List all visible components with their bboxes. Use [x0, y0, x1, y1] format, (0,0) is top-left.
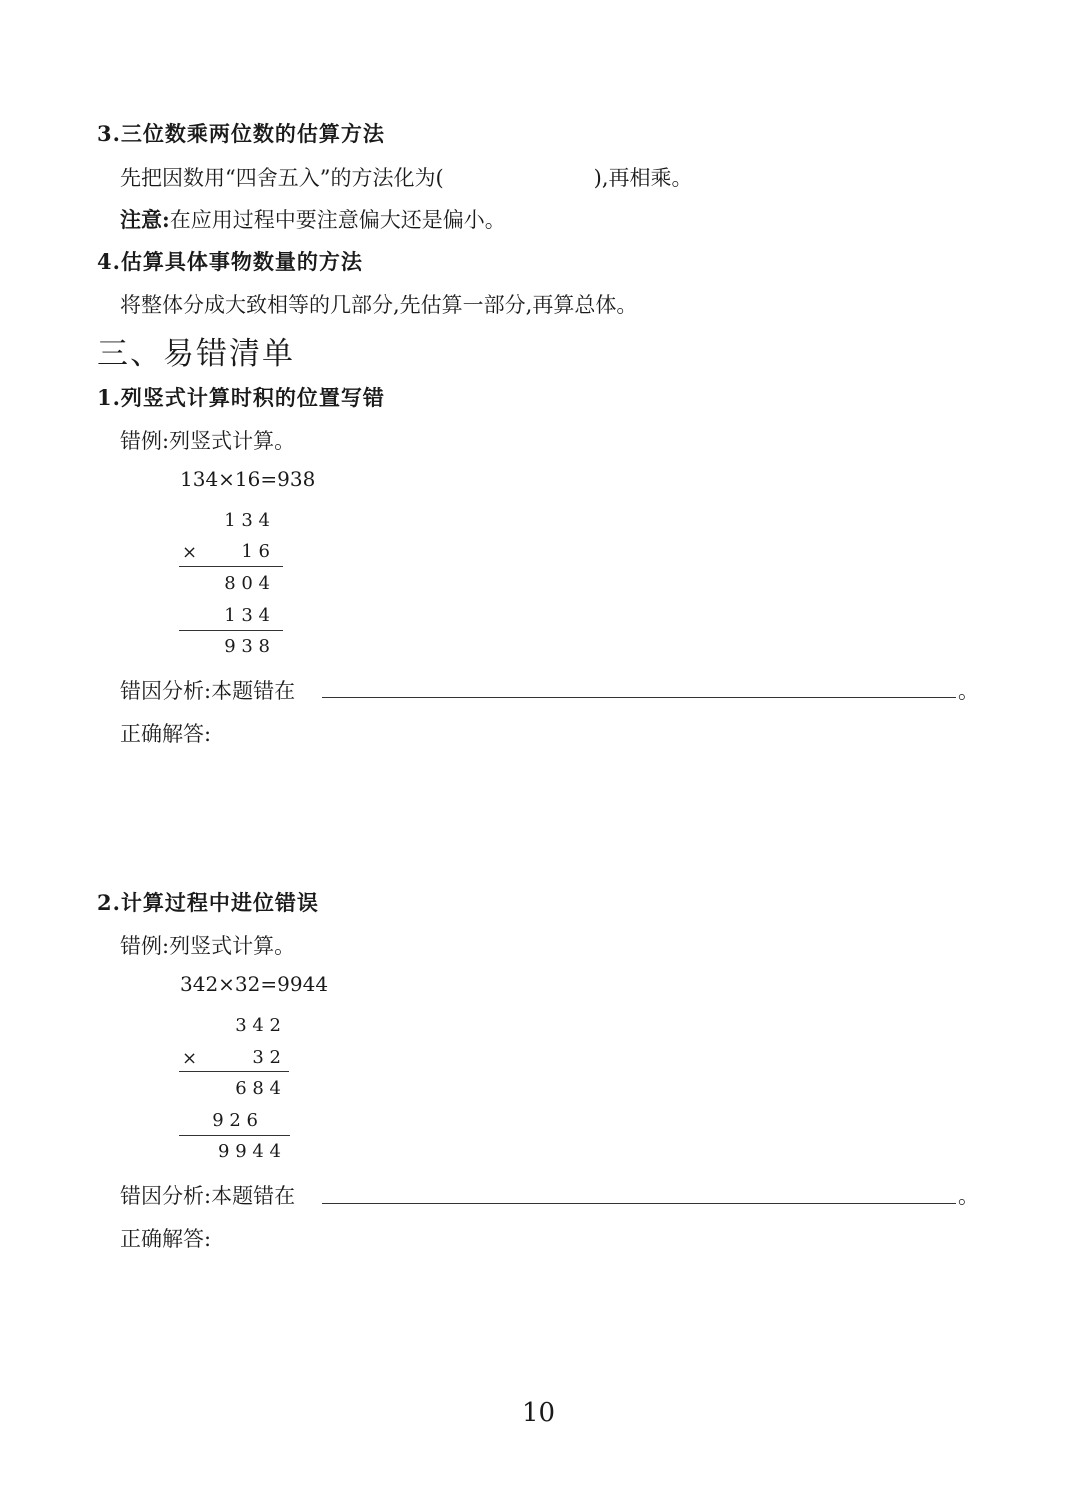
error-1-answer-label: 正确解答:	[120, 722, 212, 746]
item-3-text	[120, 162, 693, 192]
item-3-note-label: 注意:	[120, 207, 170, 232]
page-number: 10	[521, 1398, 556, 1428]
times-sign: ×	[182, 1048, 198, 1069]
vertical-result: 9 9 4 4	[218, 1141, 281, 1162]
error-1-analysis-end: 。	[958, 679, 979, 703]
vertical-row-multiplicand: 1 3 4	[224, 510, 270, 531]
vertical-underline	[179, 566, 283, 567]
item-3-heading: 3.三位数乘两位数的估算方法	[97, 121, 385, 146]
error-2-equation: 342×32=9944	[180, 972, 329, 996]
vertical-row-multiplicand: 3 4 2	[235, 1015, 281, 1036]
item-3-note	[120, 204, 506, 234]
error-2-answer-area[interactable]	[120, 1255, 960, 1375]
vertical-partial-product-1: 6 8 4	[235, 1078, 281, 1099]
item-3-note-text: 在应用过程中要注意偏大还是偏小。	[169, 208, 506, 232]
vertical-partial-product-1: 8 0 4	[224, 573, 270, 594]
vertical-partial-product-2: 1 3 4	[224, 605, 270, 626]
error-1-heading: 1.列竖式计算时积的位置写错	[97, 385, 385, 410]
error-1-answer-area[interactable]	[120, 750, 960, 870]
vertical-underline	[179, 630, 283, 631]
error-1-analysis-answer-line[interactable]	[322, 697, 956, 698]
item-4-text: 将整体分成大致相等的几部分,先估算一部分,再算总体。	[120, 293, 638, 317]
item-3-text-after: ),再相乘。	[593, 166, 693, 190]
error-1-equation: 134×16=938	[180, 467, 316, 491]
error-2-analysis-end: 。	[958, 1184, 979, 1208]
vertical-row-multiplier: 3 2	[252, 1047, 281, 1068]
section-3-title: 三、易错清单	[97, 336, 295, 372]
times-sign: ×	[182, 542, 198, 563]
error-2-analysis-label: 错因分析:本题错在	[120, 1184, 296, 1208]
item-3-text-before: 先把因数用“四舍五入”的方法化为(	[120, 166, 444, 190]
vertical-result: 9 3 8	[224, 636, 270, 657]
vertical-partial-product-2: 9 2 6	[212, 1110, 258, 1131]
error-1-example-label: 错例:列竖式计算。	[120, 429, 296, 453]
error-2-answer-label: 正确解答:	[120, 1227, 212, 1251]
error-1-analysis-label: 错因分析:本题错在	[120, 679, 296, 703]
error-2-example-label: 错例:列竖式计算。	[120, 934, 296, 958]
vertical-underline	[179, 1071, 289, 1072]
error-2-heading: 2.计算过程中进位错误	[97, 890, 319, 915]
error-2-analysis-answer-line[interactable]	[322, 1203, 956, 1204]
vertical-underline	[179, 1135, 290, 1136]
item-4-heading: 4.估算具体事物数量的方法	[97, 249, 363, 274]
vertical-row-multiplier: 1 6	[241, 541, 270, 562]
